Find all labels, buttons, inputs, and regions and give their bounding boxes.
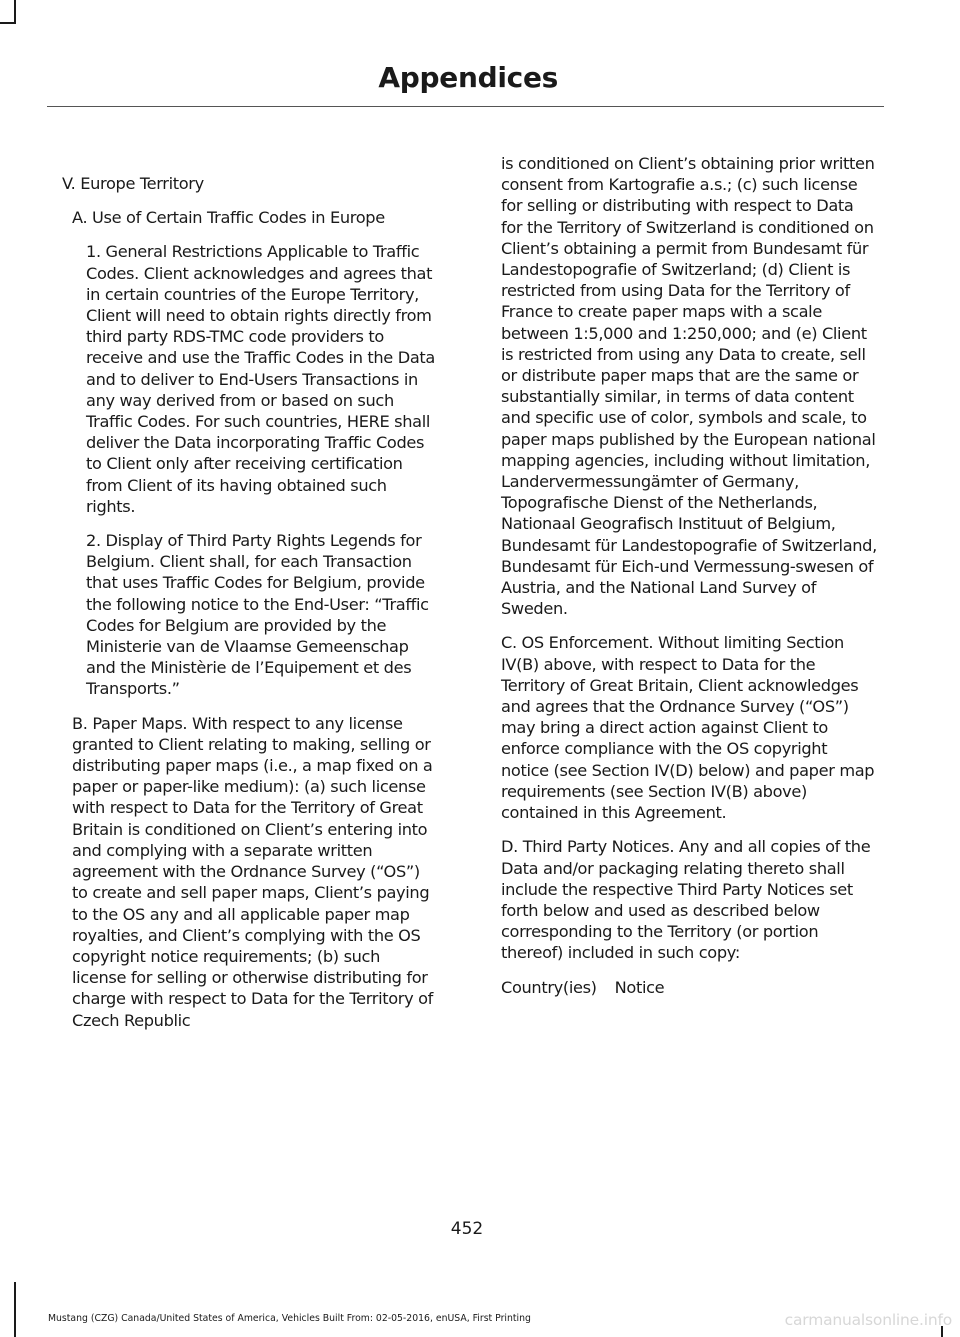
table-header-row <box>501 977 879 998</box>
paragraph-belgium-legends: 2. Display of Third Party Rights Legends for Belgium. Client shall, for each Transaction that uses Traffic Codes for Belgium, provide the following notice to the End-User: “Traffic Codes for Belgium are provided by the Ministerie van de Vlaamse Gemeenschap and the Ministèrie de l’Equipement et des Transports.” <box>86 531 429 699</box>
paragraph-third-party-notices: D. Third Party Notices. Any and all copies of the Data and/or packaging relating thereto shall include the respective Third Party Notices set forth below and used as described below corresponding to the Territory (or portion thereof) included in such copy: <box>501 837 871 963</box>
crop-mark-bottom-left-vertical <box>14 1282 16 1337</box>
table-header-notice: Notice <box>614 977 665 997</box>
paragraph-general-restrictions: 1. General Restrictions Applicable to Traffic Codes. Client acknowledges and agrees that in certain countries of the Europe Territory, Client will need to obtain rights directly from third party RDS-TMC code providers to receive and use the Traffic Codes in the Data and to deliver to End-Users Transactions in any way derived from or based on such Traffic Codes. For such countries, HERE shall deliver the Data incorporating Traffic Codes to Client only after receiving certification from Client of its having obtained such rights. <box>86 242 435 516</box>
paragraph-os-enforcement: C. OS Enforcement. Without limiting Section IV(B) above, with respect to Data for the Territory of Great Britain, Client acknowledges and agrees that the Ordnance Survey (“OS”) may bring a direct action against Client to enforce compliance with the OS copyright notice (see Section IV(D) below) and paper map requirements (see Section IV(B) above) contained in this Agreement. <box>501 633 875 823</box>
right-column <box>501 153 879 1011</box>
paragraph-paper-maps: B. Paper Maps. With respect to any license granted to Client relating to making, selling or distributing paper maps (i.e., a map fixed on a paper or paper-like medium): (a) such license with respect to Data for the Territory of Great Britain is conditioned on Client’s entering into and complying with a separate written agreement with the Ordnance Survey (“OS”) to create and sell paper maps, Client’s paying to the OS any and all applicable paper map royalties, and Client’s complying with the OS copyright notice requirements; (b) such license for selling or otherwise distributing for charge with respect to Data for the Territory of Czech Republic <box>72 713 433 1030</box>
page-number: 452 <box>450 1219 484 1239</box>
table-header-country: Country(ies) <box>501 977 597 997</box>
header-divider <box>47 106 884 107</box>
crop-mark-top-left-horizontal <box>0 22 16 24</box>
watermark: carmanualsonline.info <box>784 1311 952 1329</box>
section-heading-europe-territory: V. Europe Territory <box>62 174 204 193</box>
footer-printing-info: Mustang (CZG) Canada/United States of America, Vehicles Built From: 02-05-2016, enUSA, First Printing <box>48 1313 531 1324</box>
paragraph-paper-maps-continued: is conditioned on Client’s obtaining prior written consent from Kartografie a.s.; (c) such license for selling or distributing with respect to Data for the Territory of Switzerland is conditioned on Client’s obtaining a permit from Bundesamt für Landestopografie of Switzerland; (d) Client is restricted from using Data for the Territory of France to create paper maps with a scale between 1:5,000 and 1:250,000; and (e) Client is restricted from using any Data to create, sell or distribute paper maps that are the same or substantially similar, in terms of data content and specific use of color, symbols and scale, to paper maps published by the European national mapping agencies, including without limitation, Landervermessungämter of Germany, Topografische Dienst of the Netherlands, Nationaal Geografisch Instituut of Belgium, Bundesamt für Landestopografie of Switzerland, Bundesamt für Eich-und Vermessung-swesen of Austria, and the National Land Survey of Sweden. <box>501 154 877 619</box>
crop-mark-top-left-vertical <box>14 0 16 23</box>
left-column <box>58 153 438 1044</box>
page-title: Appendices <box>378 61 558 94</box>
subsection-heading-traffic-codes: A. Use of Certain Traffic Codes in Europe <box>72 208 385 228</box>
